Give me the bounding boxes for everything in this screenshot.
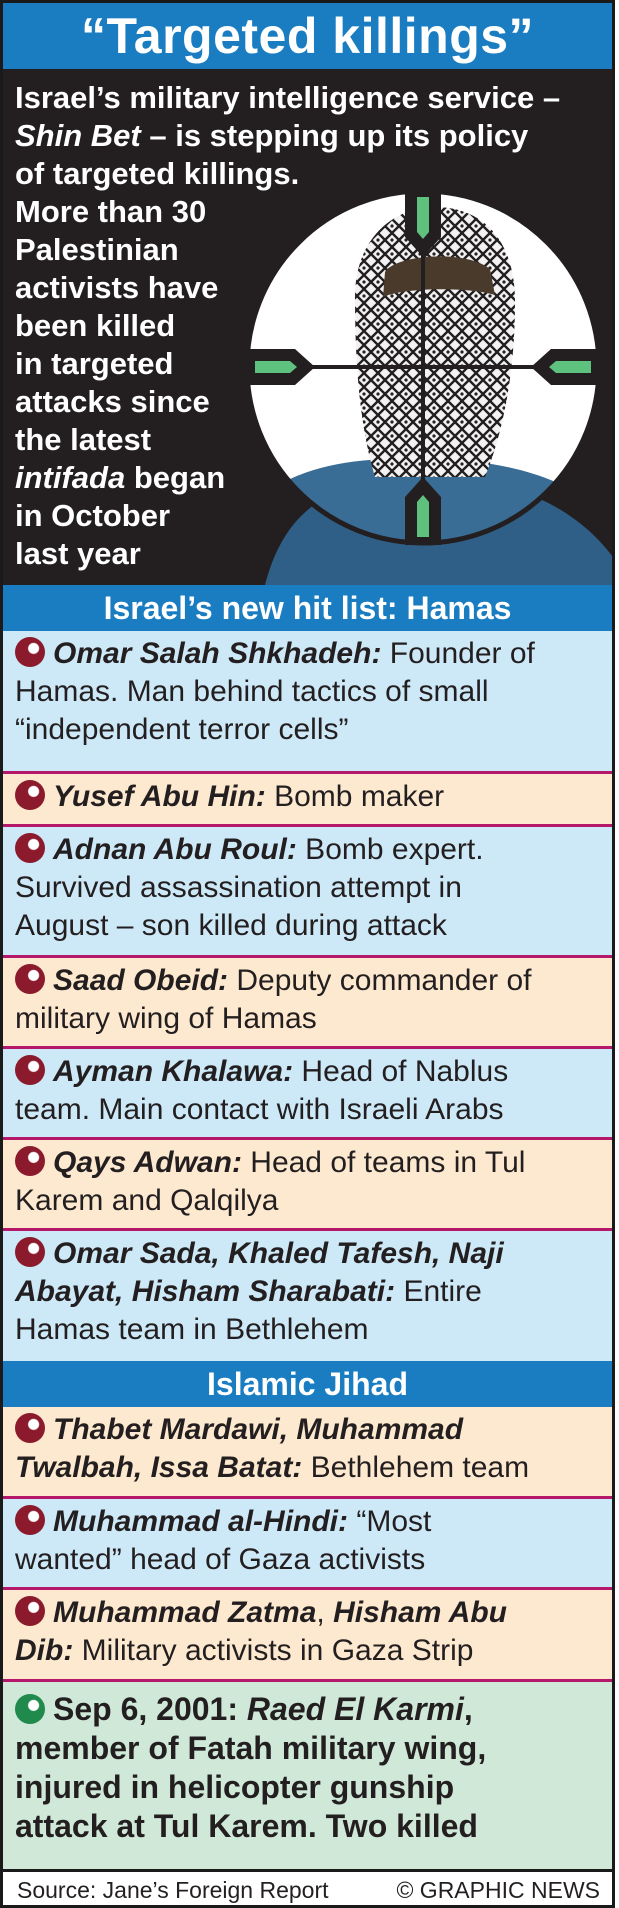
bullet-icon <box>15 637 45 667</box>
entry-text: member of Fatah military wing, <box>15 1730 487 1766</box>
intro-line <box>15 117 605 155</box>
entry-name: Saad Obeid: <box>53 964 229 997</box>
entry-name: Raed El Karmi <box>246 1691 464 1727</box>
intro-line: attacks since <box>15 384 210 419</box>
entry-text: Bomb expert. <box>296 833 484 866</box>
bullet-icon <box>15 1505 45 1535</box>
list-item <box>3 1499 612 1590</box>
list-item <box>3 1407 612 1499</box>
entry-text: , <box>463 1691 473 1727</box>
intro-line-text: – is stepping up its policy <box>140 118 529 153</box>
list-item <box>3 631 612 774</box>
entry-date: Sep 6, 2001: <box>53 1691 247 1727</box>
copyright: © GRAPHIC NEWS <box>396 1877 600 1903</box>
intro-text <box>15 79 605 573</box>
entry-text: Deputy commander of <box>228 964 532 997</box>
entry-name: Dib: <box>15 1634 74 1667</box>
bullet-icon <box>15 1146 45 1176</box>
page-title: “Targeted killings” <box>3 3 612 69</box>
bullet-icon <box>15 1596 45 1626</box>
intro-line-text: began <box>125 460 226 495</box>
hamas-heading: Israel’s new hit list: Hamas <box>3 585 612 631</box>
bullet-icon <box>15 780 45 810</box>
entry-name: Omar Sada, Khaled Tafesh, Naji <box>53 1237 504 1270</box>
entry-text: Karem and Qalqilya <box>15 1184 279 1217</box>
entry-text: Hamas. Man behind tactics of small <box>15 675 489 708</box>
list-item <box>3 1049 612 1140</box>
bullet-icon <box>15 1237 45 1267</box>
entry-text: Survived assassination attempt in <box>15 871 462 904</box>
intro-line: last year <box>15 536 141 571</box>
entry-name: Abayat, Hisham Sharabati: <box>15 1275 396 1308</box>
shin-bet-term: Shin Bet <box>15 118 141 153</box>
entry-name: Adnan Abu Roul: <box>53 833 297 866</box>
entry-text: Bethlehem team <box>302 1451 530 1484</box>
intro-line <box>15 79 605 117</box>
intro-line: in October <box>15 498 171 533</box>
list-item <box>3 958 612 1049</box>
entry-text: Head of Nablus <box>293 1055 509 1088</box>
entry-name: Hisham Abu <box>333 1596 507 1629</box>
entry-text: Hamas team in Bethlehem <box>15 1313 369 1346</box>
bullet-icon <box>15 964 45 994</box>
entry-text: Bomb maker <box>265 780 445 813</box>
entry-text: Military activists in Gaza Strip <box>73 1634 474 1667</box>
intro-line: in targeted <box>15 346 174 381</box>
intro-line-text: Israel’s military intelligence service – <box>15 80 561 115</box>
entry-text: attack at Tul Karem. Two killed <box>15 1808 478 1844</box>
entry-name: Muhammad Zatma <box>53 1596 317 1629</box>
intifada-term: intifada <box>15 460 126 495</box>
list-item <box>3 1140 612 1231</box>
entry-name: Qays Adwan: <box>53 1146 242 1179</box>
bullet-icon <box>15 1694 45 1724</box>
intro-line: been killed <box>15 308 176 343</box>
list-item <box>3 774 612 827</box>
entry-name: Twalbah, Issa Batat: <box>15 1451 303 1484</box>
intro-line: More than 30 <box>15 194 207 229</box>
list-item <box>3 1590 612 1682</box>
source-credit: Source: Jane’s Foreign Report <box>17 1877 329 1903</box>
entry-name: Thabet Mardawi, Muhammad <box>53 1413 464 1446</box>
islamic-jihad-heading: Islamic Jihad <box>3 1361 612 1407</box>
bullet-icon <box>15 833 45 863</box>
intro-line: of targeted killings. <box>15 156 300 191</box>
list-item <box>3 1231 612 1361</box>
source-footer <box>3 1869 612 1905</box>
entry-text: wanted” head of Gaza activists <box>15 1543 426 1576</box>
intro-line <box>15 459 605 497</box>
entry-name: Omar Salah Shkhadeh: <box>53 637 382 670</box>
entry-text: Head of teams in Tul <box>241 1146 526 1179</box>
bullet-icon <box>15 1413 45 1443</box>
entry-text: “Most <box>348 1505 432 1538</box>
entry-text: , <box>316 1596 334 1629</box>
intro-line: Palestinian <box>15 232 179 267</box>
list-item <box>3 1682 612 1869</box>
entry-text: “independent terror cells” <box>15 713 349 746</box>
intro-panel <box>3 69 612 585</box>
entry-name: Muhammad al-Hindi: <box>53 1505 349 1538</box>
entry-name: Ayman Khalawa: <box>53 1055 294 1088</box>
bullet-icon <box>15 1055 45 1085</box>
intro-line: activists have <box>15 270 219 305</box>
entry-text: Founder of <box>381 637 535 670</box>
entry-text: Entire <box>395 1275 482 1308</box>
entry-text: military wing of Hamas <box>15 1002 317 1035</box>
entry-name: Yusef Abu Hin: <box>53 780 266 813</box>
entry-text: August – son killed during attack <box>15 909 447 942</box>
entry-text: injured in helicopter gunship <box>15 1769 455 1805</box>
intro-line: the latest <box>15 422 152 457</box>
entry-text: team. Main contact with Israeli Arabs <box>15 1093 504 1126</box>
list-item <box>3 827 612 958</box>
